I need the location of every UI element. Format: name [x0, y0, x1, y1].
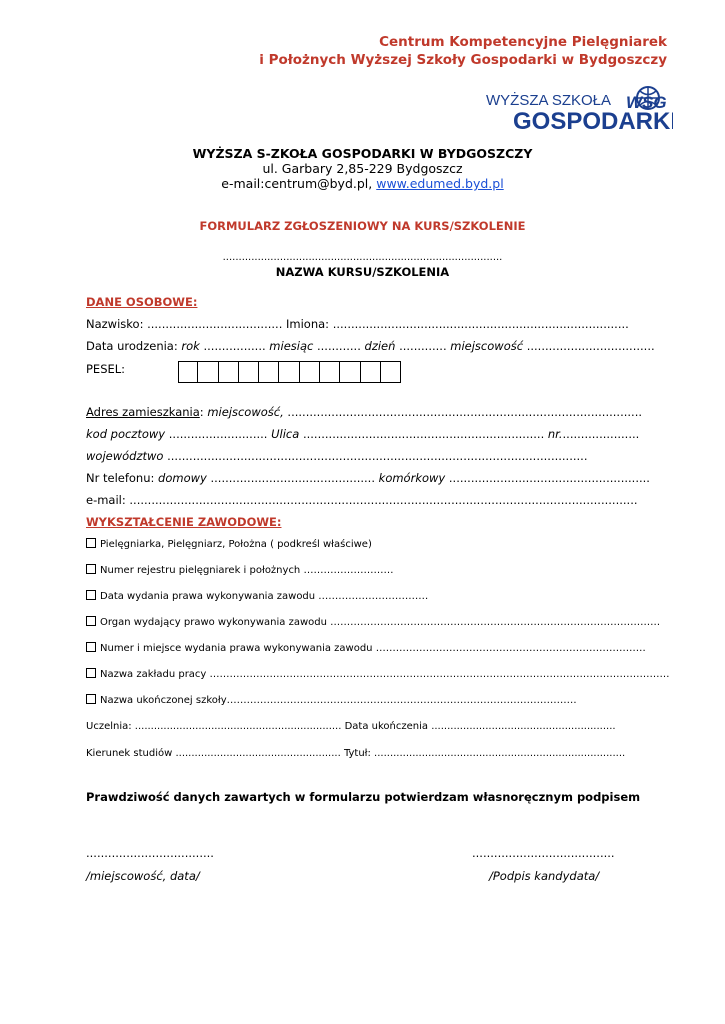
school-email: e-mail:centrum@byd.pl, [221, 176, 377, 191]
birth-dots-2: ............ [313, 339, 365, 353]
edu-item[interactable]: Data wydania prawa wykonywania zawodu …………………………… [86, 590, 428, 602]
checkbox-icon[interactable] [86, 642, 96, 652]
phone-dots-2: ....................................................... [445, 471, 650, 485]
edu-item[interactable]: Nazwa ukończonej szkoły…………………………………………………………………………………………… [86, 694, 577, 706]
phone-home-label: domowy [158, 471, 207, 485]
pesel-cell[interactable] [239, 361, 259, 383]
edu-item[interactable]: Organ wydający prawo wykonywania zawodu ……………………………………………………………………………………… [86, 616, 660, 628]
birth-dots-1: ................. [199, 339, 270, 353]
pesel-cell[interactable] [320, 361, 340, 383]
pesel-cell[interactable] [178, 361, 198, 383]
birth-line [86, 339, 655, 353]
pesel-cell[interactable] [198, 361, 218, 383]
checkbox-icon[interactable] [86, 616, 96, 626]
form-title: FORMULARZ ZGŁOSZENIOWY NA KURS/SZKOLENIE [199, 219, 526, 233]
school-website-link[interactable]: www.edumed.byd.pl [376, 176, 504, 191]
school-contact [0, 176, 725, 191]
pesel-boxes[interactable] [178, 361, 401, 383]
pesel-cell[interactable] [300, 361, 320, 383]
phone-line [86, 471, 650, 485]
phone-dots-1: ............................................. [206, 471, 379, 485]
voivodeship-dots: ................................................................................................................... [163, 449, 588, 463]
pesel-cell[interactable] [259, 361, 279, 383]
personal-data-heading: DANE OSOBOWE: [86, 295, 198, 309]
header-center-line1: Centrum Kompetencyjne Pielęgniarek [379, 34, 667, 50]
street-label: Ulica [271, 427, 300, 441]
logo-mark: WSG [626, 93, 667, 112]
phone-label: Nr telefonu: [86, 471, 159, 485]
edu-item[interactable]: Nazwa zakładu pracy ………………………………………………………………………………………………………………………… [86, 668, 670, 680]
course-name-dots: ........................................................................................ [222, 252, 503, 263]
pesel-label: PESEL: [86, 362, 126, 376]
birth-place-label: miejscowość [450, 339, 524, 353]
checkbox-icon[interactable] [86, 694, 96, 704]
postal-dots: ........................... [165, 427, 272, 441]
birth-dots-3: ............. [395, 339, 451, 353]
signature-label: /Podpis kandydata/ [489, 869, 600, 883]
university-line: Uczelnia: ................................................................. Data ukończenia .......................................................... [86, 721, 616, 732]
address-line [86, 405, 642, 419]
postal-code-label: kod pocztowy [86, 427, 166, 441]
checkbox-icon[interactable] [86, 668, 96, 678]
header-center-line2: i Położnych Wyższej Szkoły Gospodarki w Bydgoszczy [259, 52, 667, 68]
edu-item[interactable]: Numer i miejsce wydania prawa wykonywania zawodu ……………………………………………………………………… [86, 642, 646, 654]
birth-dots-4: ................................... [523, 339, 655, 353]
birth-year-label: rok [181, 339, 200, 353]
email-line: e-mail: ........................................................................................................................................... [86, 493, 638, 507]
logo-line1: WYŻSZA SZKOŁA [486, 92, 612, 109]
phone-mobile-label: komórkowy [378, 471, 446, 485]
signature-dots: ....................................... [472, 846, 615, 860]
address-city-label: miejscowość, [207, 405, 284, 419]
pesel-cell[interactable] [381, 361, 401, 383]
edu-item[interactable]: Numer rejestru pielęgniarek i położnych ……………………… [86, 564, 393, 576]
checkbox-icon[interactable] [86, 564, 96, 574]
pesel-cell[interactable] [361, 361, 381, 383]
voivodeship-line [86, 449, 588, 463]
place-date-label: /miejscowość, data/ [86, 869, 200, 883]
pesel-cell[interactable] [219, 361, 239, 383]
address-dots: ................................................................................................. [283, 405, 643, 419]
statement: Prawdziwość danych zawartych w formularzu potwierdzam własnoręcznym podpisem [86, 790, 641, 804]
number-dots: ..................... [562, 427, 640, 441]
pesel-cell[interactable] [279, 361, 299, 383]
address-label: Adres zamieszkania [86, 405, 200, 419]
surname-line: Nazwisko: ..................................... Imiona: ................................................................................. [86, 317, 629, 331]
course-name-label: NAZWA KURSU/SZKOLENIA [275, 265, 450, 279]
pesel-cell[interactable] [340, 361, 360, 383]
birth-label: Data urodzenia: [86, 339, 182, 353]
education-heading: WYKSZTAŁCENIE ZAWODOWE: [86, 515, 282, 529]
street-dots: .................................................................. [299, 427, 548, 441]
postal-line [86, 427, 639, 441]
voivodeship-label: województwo [86, 449, 164, 463]
birth-day-label: dzień [364, 339, 396, 353]
logo-line2: GOSPODARKI [513, 108, 673, 132]
edu-item[interactable]: Pielęgniarka, Pielęgniarz, Położna ( podkreśl właściwe) [86, 538, 372, 550]
number-label: nr. [547, 427, 563, 441]
checkbox-icon[interactable] [86, 590, 96, 600]
wsg-logo [483, 86, 673, 132]
birth-month-label: miesiąc [269, 339, 314, 353]
checkbox-icon[interactable] [86, 538, 96, 548]
address-colon: : [199, 405, 208, 419]
field-of-study-line: Kierunek studiów .................................................... Tytuł: ............................................................................... [86, 748, 626, 759]
school-name: WYŻSZA S-ZKOŁA GOSPODARKI W BYDGOSZCZY [192, 146, 533, 161]
school-address: ul. Garbary 2,85-229 Bydgoszcz [262, 161, 463, 176]
place-date-dots: ................................... [86, 846, 214, 860]
